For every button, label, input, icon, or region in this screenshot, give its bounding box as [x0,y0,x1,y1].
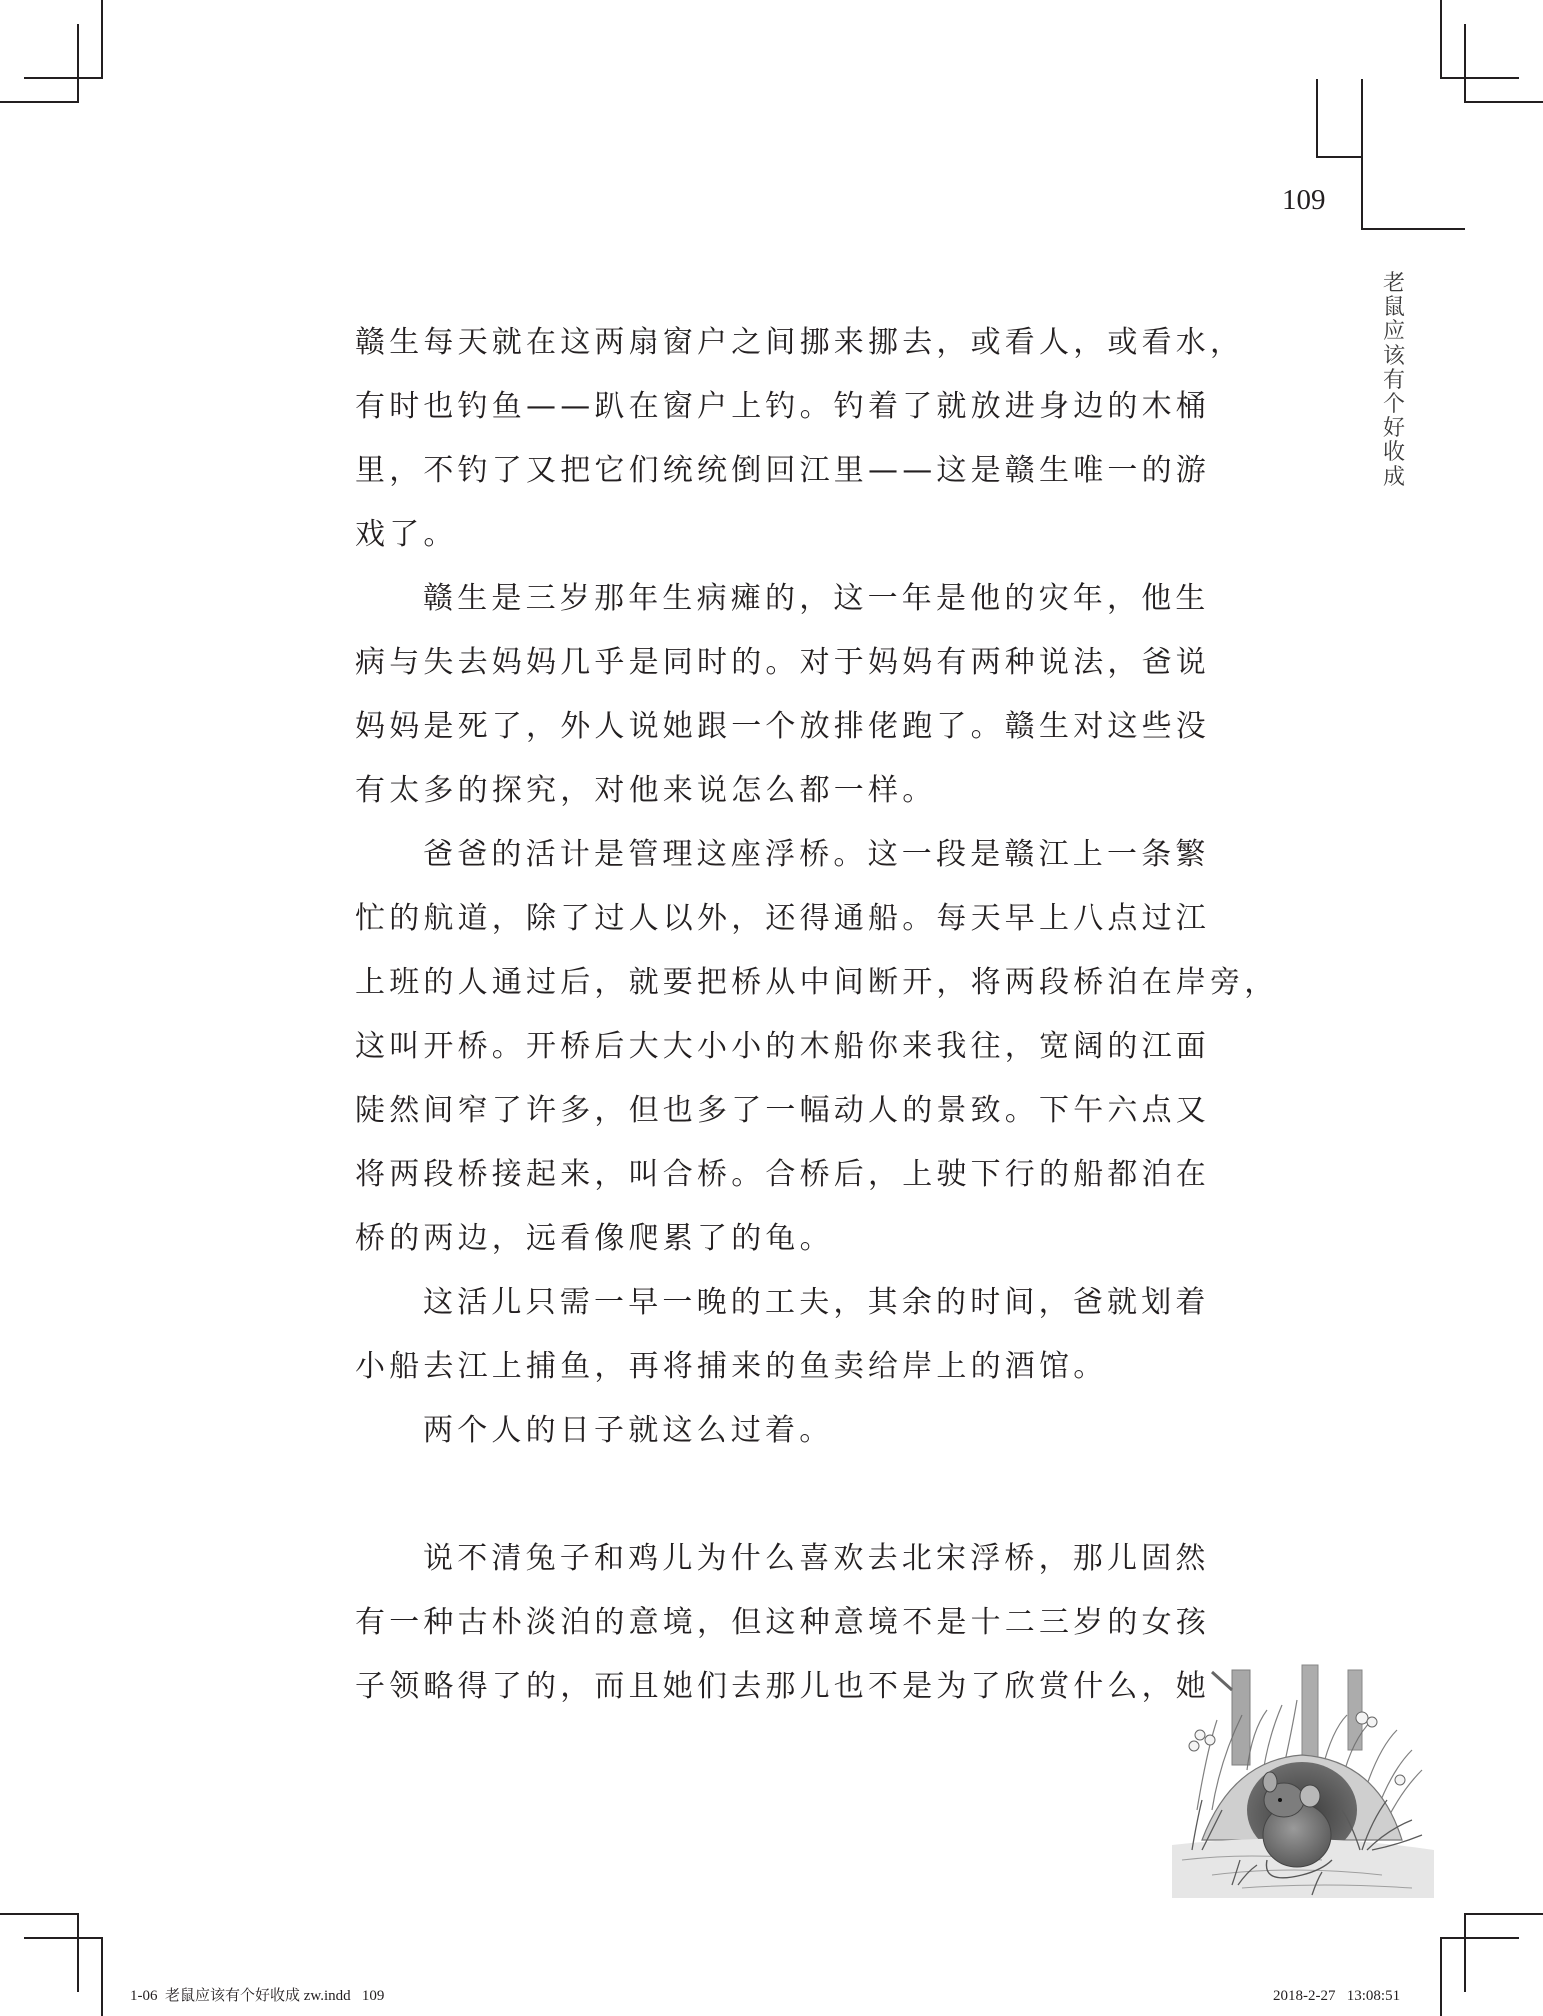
text-line: 陡然间窄了许多，但也多了一幅动人的景致。下午六点又 [355,1093,1210,1128]
body-text [355,311,1279,1719]
running-title-char: 有 [1382,367,1405,393]
running-title-char: 老 [1382,271,1405,296]
section-break [355,1463,1225,1527]
paragraph-1 [355,311,1245,567]
text-line: 有一种古朴淡泊的意境，但这种意境不是十二三岁的女孩 [355,1605,1210,1640]
paragraph-2 [355,567,1225,823]
running-title-char: 成 [1382,464,1405,490]
text-line: 戏了。 [355,517,458,552]
paragraph-3 [355,823,1279,1271]
mouse-burrow-illustration [1172,1660,1434,1898]
text-line: 小船去江上捕鱼，再将捕来的鱼卖给岸上的酒馆。 [355,1349,1108,1384]
text-line: 将两段桥接起来，叫合桥。合桥后，上驶下行的船都泊在 [355,1157,1210,1192]
running-title-char: 个 [1382,391,1405,417]
text-line: 赣生每天就在这两扇窗户之间挪来挪去，或看人，或看水， [355,325,1245,360]
running-title-char: 应 [1382,319,1405,345]
text-line: 病与失去妈妈几乎是同时的。对于妈妈有两种说法，爸说 [355,645,1210,680]
text-line: 两个人的日子就这么过着。 [423,1413,834,1448]
text-line: 上班的人通过后，就要把桥从中间断开，将两段桥泊在岸旁， [355,965,1279,1000]
text-line: 说不清兔子和鸡儿为什么喜欢去北宋浮桥，那儿固然 [423,1541,1210,1576]
text-line: 这叫开桥。开桥后大大小小的木船你来我往，宽阔的江面 [355,1029,1210,1064]
text-line: 妈妈是死了，外人说她跟一个放排佬跑了。赣生对这些没 [355,709,1210,744]
text-line: 有太多的探究，对他来说怎么都一样。 [355,773,937,808]
running-title-char: 收 [1382,440,1405,466]
text-line: 爸爸的活计是管理这座浮桥。这一段是赣江上一条繁 [423,837,1210,872]
text-line: 有时也钓鱼——趴在窗户上钓。钓着了就放进身边的木桶 [355,389,1210,424]
page-number: 109 [1282,184,1326,216]
text-line: 忙的航道，除了过人以外，还得通船。每天早上八点过江 [355,901,1210,936]
running-title-char: 好 [1382,416,1405,442]
text-line: 子领略得了的，而且她们去那儿也不是为了欣赏什么，她 [355,1669,1210,1704]
paragraph-6 [355,1527,1225,1719]
text-line: 这活儿只需一早一晚的工夫，其余的时间，爸就划着 [423,1285,1210,1320]
file-slug: 1-06 老鼠应该有个好收成 zw.indd 109 [130,1988,385,2004]
running-title-vertical [1381,272,1407,490]
running-title-char: 该 [1382,343,1405,369]
timestamp-slug: 2018-2-27 13:08:51 [1273,1988,1401,2004]
text-line: 赣生是三岁那年生病瘫的，这一年是他的灾年，他生 [423,581,1210,616]
running-title-char: 鼠 [1382,295,1405,321]
paragraph-5 [355,1399,1225,1463]
text-line: 里，不钓了又把它们统统倒回江里——这是赣生唯一的游 [355,453,1210,488]
text-line: 桥的两边，远看像爬累了的龟。 [355,1221,834,1256]
paragraph-4 [355,1271,1225,1399]
